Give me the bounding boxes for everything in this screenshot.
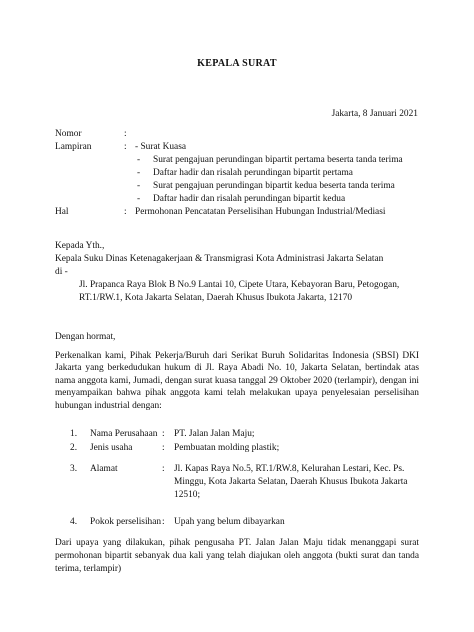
- lampiran-item: Surat pengajuan perundingan bipartit kedua beserta tanda terima: [153, 181, 395, 191]
- detail-label: Pokok perselisihan: [90, 517, 162, 527]
- detail-value: Pembuatan molding plastik;: [174, 443, 280, 453]
- lampiran-dash: -: [137, 181, 141, 191]
- detail-number: 4.: [70, 517, 78, 527]
- greeting: Dengan hormat,: [55, 332, 116, 342]
- lampiran-dash: -: [137, 155, 141, 165]
- recipient-office: Kepala Suku Dinas Ketenagakerjaan & Transmigrasi Kota Administrasi Jakarta Selatan: [55, 254, 384, 264]
- detail-number: 1.: [70, 429, 78, 439]
- recipient-salutation: Kepada Yth.,: [55, 241, 105, 251]
- recipient-address-line1: Jl. Prapanca Raya Blok B No.9 Lantai 10, Cipete Utara, Kebayoran Baru, Petogogan,: [79, 280, 400, 290]
- recipient-address-line2: RT.1/RW.1, Kota Jakarta Selatan, Daerah Khusus Ibukota Jakarta, 12170: [79, 293, 353, 303]
- lampiran-colon: :: [124, 142, 127, 152]
- detail-colon: :: [162, 443, 165, 453]
- detail-colon: :: [162, 429, 165, 439]
- nomor-colon: :: [124, 129, 127, 139]
- letter-title: KEPALA SURAT: [197, 58, 277, 69]
- nomor-label: Nomor: [55, 129, 82, 139]
- hal-value: Permohonan Pencatatan Perselisihan Hubungan Industrial/Mediasi: [135, 207, 386, 217]
- lampiran-dash: -: [137, 194, 141, 204]
- lampiran-item: Daftar hadir dan risalah perundingan bipartit pertama: [153, 168, 353, 178]
- detail-value: PT. Jalan Jalan Maju;: [174, 429, 255, 439]
- detail-label: Jenis usaha: [90, 443, 133, 453]
- lampiran-label: Lampiran: [55, 142, 92, 152]
- lampiran-item: Daftar hadir dan risalah perundingan bipartit kedua: [153, 194, 346, 204]
- detail-label: Nama Perusahaan: [90, 429, 158, 439]
- lampiran-value: - Surat Kuasa: [135, 142, 187, 152]
- closing-paragraph: Dari upaya yang dilakukan, pihak pengusaha PT. Jalan Jalan Maju tidak menanggapi surat permohonan bipartit sebanyak dua kali yang telah diajukan oleh anggota (bukti surat dan tanda terima, terlampir): [55, 538, 419, 574]
- intro-paragraph: Perkenalkan kami, Pihak Pekerja/Buruh dari Serikat Buruh Solidaritas Indonesia (SBSI) DKI Jakarta yang berkedudukan hukum di Jl. Raya Abadi No. 10, Jakarta Selatan, bertindak atas nama anggota kami, Jumadi, dengan surat kuasa tanggal 29 Oktober 2020 (terlampir), dengan ini menyampaikan bahwa pihak anggota kami telah melakukan upaya penyelesaian perselisihan hubungan industrial dengan:: [55, 351, 419, 411]
- letter-date: Jakarta, 8 Januari 2021: [331, 109, 418, 119]
- hal-colon: :: [124, 207, 127, 217]
- lampiran-dash: -: [137, 168, 141, 178]
- detail-colon: :: [162, 517, 165, 527]
- recipient-di: di -: [55, 267, 68, 277]
- detail-value: Upah yang belum dibayarkan: [174, 517, 285, 527]
- hal-label: Hal: [55, 207, 69, 217]
- detail-number: 3.: [70, 464, 78, 474]
- detail-colon: :: [162, 464, 165, 474]
- detail-label: Alamat: [90, 464, 118, 474]
- lampiran-item: Surat pengajuan perundingan bipartit pertama beserta tanda terima: [153, 155, 403, 165]
- detail-number: 2.: [70, 443, 78, 453]
- detail-value: Jl. Kapas Raya No.5, RT.1/RW.8, Kelurahan Lestari, Kec. Ps. Minggu, Kota Jakarta Selatan, Daerah Khusus Ibukota Jakarta 12510;: [174, 464, 408, 500]
